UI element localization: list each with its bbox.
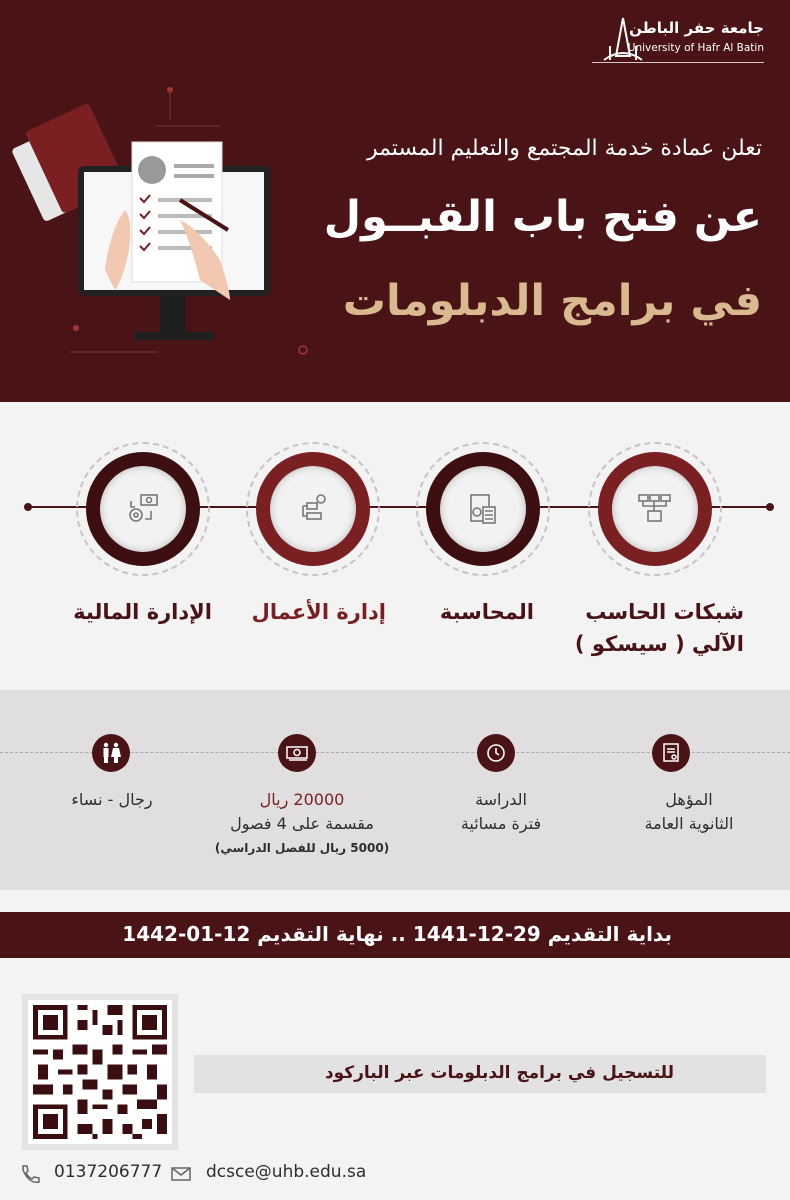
form-illustration	[0, 80, 320, 380]
university-name-arabic: جامعة حفر الباطن	[629, 19, 764, 37]
program-label-line: شبكات الحاسب	[585, 600, 744, 624]
fees-info	[202, 788, 402, 860]
program-label-line: الآلي ( سيسكو )	[574, 632, 744, 656]
university-name-english: University of Hafr Al Batin	[627, 42, 764, 54]
application-dates-bar	[0, 912, 790, 958]
study-value: فترة مسائية	[460, 814, 542, 833]
application-dates: بداية التقديم 29-12-1441 .. نهاية التقديم 12-01-1442	[122, 922, 672, 946]
clock-icon	[477, 734, 515, 772]
headline-line2: في برامج الدبلومات	[342, 276, 762, 326]
programs-section	[0, 402, 790, 690]
timeline-dot	[766, 503, 774, 511]
register-banner	[194, 1055, 766, 1093]
qualification-value: الثانوية العامة	[644, 814, 734, 833]
accounting-icon	[465, 491, 501, 527]
phone-number[interactable]: 0137206777	[54, 1162, 163, 1182]
logo-divider	[592, 62, 764, 63]
header-banner	[0, 0, 790, 402]
money-icon	[278, 734, 316, 772]
registration-qr-code[interactable]	[22, 994, 178, 1150]
men-women-icon	[92, 734, 130, 772]
university-logo	[592, 16, 764, 66]
fees-per-term: (5000 ريال للفصل الدراسي)	[214, 841, 390, 855]
fees-split: مقسمة على 4 فصول	[230, 814, 374, 833]
gender-info: رجال - نساء	[71, 790, 153, 809]
phone-icon	[18, 1163, 40, 1185]
qualification-info	[614, 788, 764, 836]
admission-info-section	[0, 690, 790, 890]
financial-management-icon	[125, 491, 161, 527]
timeline-dot	[24, 503, 32, 511]
program-circle-accounting	[416, 442, 550, 576]
announcement-intro: تعلن عمادة خدمة المجتمع والتعليم المستمر	[366, 136, 762, 161]
certificate-icon	[652, 734, 690, 772]
program-label-finance: الإدارة المالية	[73, 600, 212, 624]
fees-price: 20000 ريال	[259, 790, 345, 809]
program-label-networks	[575, 596, 744, 660]
program-label-accounting: المحاسبة	[439, 600, 534, 624]
program-label-business: إدارة الأعمال	[251, 600, 386, 624]
email-icon	[170, 1163, 192, 1185]
register-instruction: للتسجيل في برامج الدبلومات عبر الباركود	[324, 1063, 674, 1083]
headline-line1: عن فتح باب القبــول	[323, 192, 762, 242]
qr-code-icon	[28, 1000, 172, 1144]
program-circle-business	[246, 442, 380, 576]
network-icon	[637, 491, 673, 527]
study-title: الدراسة	[475, 790, 527, 809]
program-circle-finance	[76, 442, 210, 576]
study-info	[416, 788, 586, 836]
qualification-title: المؤهل	[665, 790, 713, 809]
email-address[interactable]: dcsce@uhb.edu.sa	[206, 1162, 367, 1182]
business-management-icon	[295, 491, 331, 527]
program-circle-networks	[588, 442, 722, 576]
